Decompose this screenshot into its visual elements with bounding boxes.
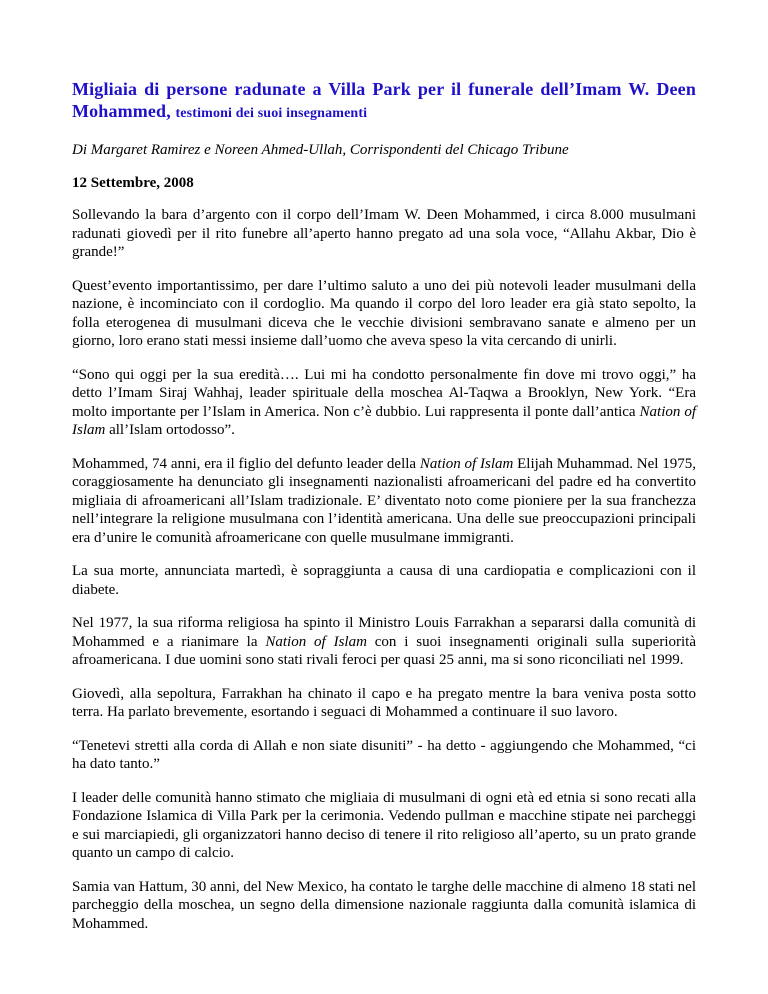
article-paragraph [72,277,696,351]
paragraph-text: La sua morte, annunciata martedì, è sopraggiunta a causa di una cardiopatia e complicazioni con il diabete. [72,563,696,598]
paragraph-text: con i suoi insegnamenti originali sulla superiorità afroamericana. I due uomini sono stati rivali feroci per quasi 25 anni, ma si sono riconciliati nel 1999. [72,633,696,668]
article-date: 12 Settembre, 2008 [72,174,194,191]
italic-term: Nation of Islam [419,455,514,472]
paragraph-text: Samia van Hattum, 30 anni, del New Mexico, ha contato le targhe delle macchine di almeno 18 stati nel parcheggio della moschea, un segno della dimensione nazionale raggiunta dalla comunità islamica di Mohammed. [72,878,696,932]
article-byline: Di Margaret Ramirez e Noreen Ahmed-Ullah, Corrispondenti del Chicago Tribune [72,142,569,158]
article-paragraph [72,206,696,262]
paragraph-text: Nel 1977, la sua riforma religiosa ha spinto il Ministro Louis Farrakhan a separarsi dalla comunità di Mohammed e a rianimare la [72,615,696,650]
headline-subtitle: testimoni dei suoi insegnamenti [175,106,368,121]
article-headline [72,78,696,125]
paragraph-text: Sollevando la bara d’argento con il corpo dell’Imam W. Deen Mohammed, i circa 8.000 musulmani radunati giovedì per il rito funebre all’aperto hanno pregato ad una sola voce, “Allahu Akbar, Dio è grande!” [72,207,696,260]
article-paragraph [72,614,696,670]
paragraph-text: “Tenetevi stretti alla corda di Allah e non siate disuniti” - ha detto - aggiungendo che Mohammed, “ci ha dato tanto.” [72,737,696,772]
article-body [72,206,696,933]
paragraph-text: Mohammed, 74 anni, era il figlio del defunto leader della [72,455,420,472]
article-paragraph [72,685,696,722]
article-paragraph [72,366,696,440]
italic-term: Nation of Islam [72,403,696,438]
article-paragraph [72,737,696,774]
article-paragraph [72,878,696,934]
article-paragraph [72,562,696,599]
headline-main: Migliaia di persone radunate a Villa Park per il funerale dell’Imam W. Deen Mohammed, [72,79,696,121]
paragraph-text: Quest’evento importantissimo, per dare l’ultimo saluto a uno dei più notevoli leader musulmani della nazione, è incominciato con il cordoglio. Ma quando il corpo del loro leader era già stato sepolto, la folla eterogenea di musulmani diceva che le vecchie divisioni sembravano sanate e almeno per un giorno, loro erano stati messi insieme dall’uomo che aveva speso la vita cercando di unirli. [72,277,696,349]
paragraph-text: I leader delle comunità hanno stimato che migliaia di musulmani di ogni età ed etnia si sono recati alla Fondazione Islamica di Villa Park per la cerimonia. Vedendo pullman e macchine stipate nei parcheggi e sui marciapiedi, gli organizzatori hanno deciso di tenere il rito religioso all’aperto, su un prato grande quanto un campo di calcio. [72,789,696,861]
paragraph-text: “Sono qui oggi per la sua eredità…. Lui mi ha condotto personalmente fin dove mi trovo oggi,” ha detto l’Imam Siraj Wahhaj, leader spirituale della moschea Al-Taqwa a Brooklyn, New York. “Era molto importante per l’Islam in America. Non c’è dubbio. Lui rappresenta il ponte dall’antica [72,366,696,420]
paragraph-text: Giovedì, alla sepoltura, Farrakhan ha chinato il capo e ha pregato mentre la bara veniva posta sotto terra. Ha parlato brevemente, esortando i seguaci di Mohammed a continuare il suo lavoro. [72,685,696,720]
paragraph-text: all’Islam ortodosso”. [105,422,235,438]
article-paragraph [72,789,696,863]
article-paragraph [72,455,696,548]
italic-term: Nation of Islam [265,633,367,650]
paragraph-text: Elijah Muhammad. Nel 1975, coraggiosamente ha denunciato gli insegnamenti nazionalisti afroamericani del padre ed ha convertito migliaia di afroamericani all’Islam tradizionale. E’ diventato noto come pioniere per la sua franchezza nell’integrare la religione musulmana con l’identità americana. Una delle sue preoccupazioni principali era d’unire le comunità afroamericane con quelle musulmane immigranti. [72,455,697,546]
